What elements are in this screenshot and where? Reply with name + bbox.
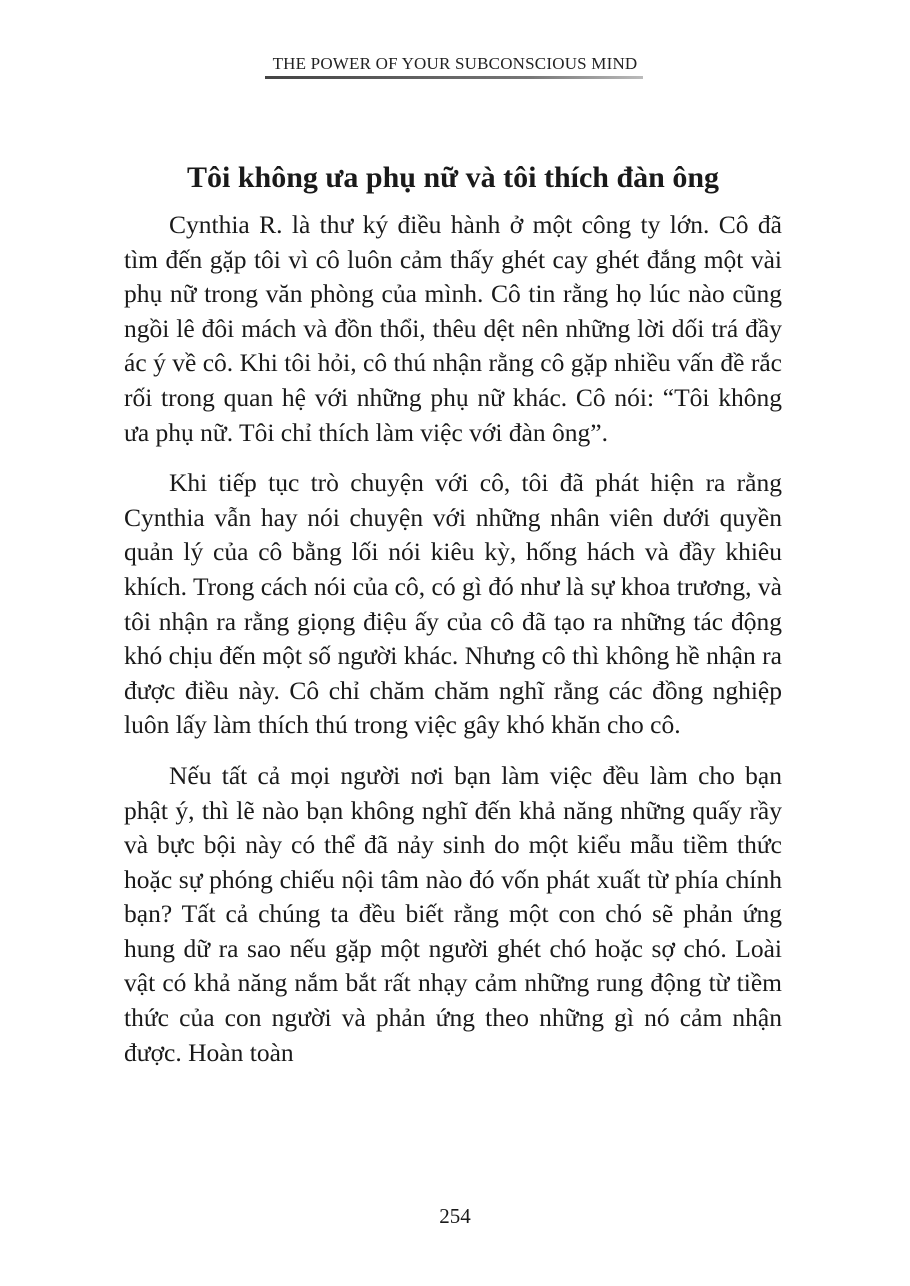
running-head: THE POWER OF YOUR SUBCONSCIOUS MIND: [272, 54, 638, 73]
paragraph-3: Nếu tất cả mọi người nơi bạn làm việc đều làm cho bạn phật ý, thì lẽ nào bạn không nghĩ đến khả năng những quấy rầy và bực bội này có thể đã nảy sinh do một kiểu mẫu tiềm thức hoặc sự phóng chiếu nội tâm nào đó vốn phát xuất từ phía chính bạn? Tất cả chúng ta đều biết rằng một con chó sẽ phản ứng hung dữ ra sao nếu gặp một người ghét chó hoặc sợ chó. Loài vật có khả năng nắm bắt rất nhạy cảm những rung động từ tiềm thức của con người và phản ứng theo những gì nó cảm nhận được. Hoàn toàn: [124, 760, 782, 1067]
header-rule: [265, 76, 643, 79]
page-body: [124, 158, 782, 1086]
page-header: [0, 54, 910, 74]
paragraph-2: Khi tiếp tục trò chuyện với cô, tôi đã phát hiện ra rằng Cynthia vẫn hay nói chuyện với những nhân viên dưới quyền quản lý của cô bằng lối nói kiêu kỳ, hống hách và đầy khiêu khích. Trong cách nói của cô, có gì đó như là sự khoa trương, và tôi nhận ra rằng giọng điệu ấy của cô đã tạo ra những tác động khó chịu đến một số người khác. Nhưng cô thì không hề nhận ra được điều này. Cô chỉ chăm chăm nghĩ rằng các đồng nghiệp luôn lấy làm thích thú trong việc gây khó khăn cho cô.: [124, 468, 782, 740]
section-title: Tôi không ưa phụ nữ và tôi thích đàn ông: [186, 161, 720, 194]
page-number: 254: [439, 1204, 471, 1228]
paragraph-1: Cynthia R. là thư ký điều hành ở một công ty lớn. Cô đã tìm đến gặp tôi vì cô luôn cảm thấy ghét cay ghét đắng một vài phụ nữ trong văn phòng của mình. Cô tin rằng họ lúc nào cũng ngồi lê đôi mách và đồn thổi, thêu dệt nên những lời dối trá đầy ác ý về cô. Khi tôi hỏi, cô thú nhận rằng cô gặp nhiều vấn đề rắc rối trong quan hệ với những phụ nữ khác. Cô nói: “Tôi không ưa phụ nữ. Tôi chỉ thích làm việc với đàn ông”.: [124, 210, 782, 447]
